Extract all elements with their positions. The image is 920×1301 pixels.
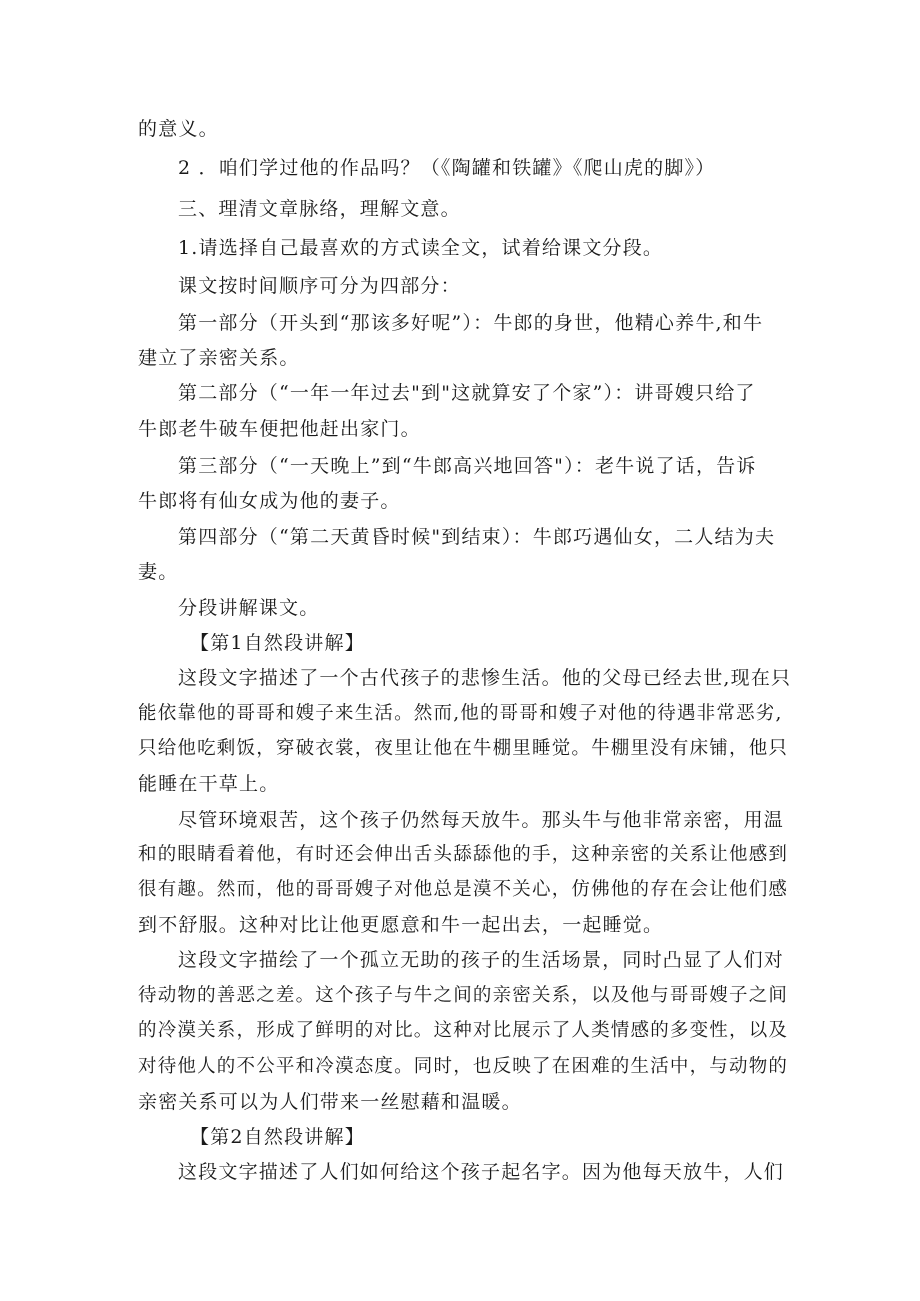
paragraph-heading: 【第1自然段讲解】 [190, 632, 365, 654]
text-line: 2 ．咱们学过他的作品吗？（《陶罐和铁罐》《爬山虎的脚》） [178, 157, 716, 179]
text-line: 1.请选择自己最喜欢的方式读全文，试着给课文分段。 [178, 237, 664, 259]
text-line: 第二部分（“一年一年过去"到"这就算安了个家”）：讲哥嫂只给了 [178, 382, 756, 404]
text-line: 对待他人的不公平和冷漠态度。同时，也反映了在困难的生活中，与动物的 [138, 1056, 789, 1077]
paragraph-heading: 【第2自然段讲解】 [190, 1126, 365, 1148]
text-line: 的意义。 [138, 118, 219, 140]
text-line: 能睡在干草上。 [138, 773, 280, 795]
text-line: 这段文字描述了人们如何给这个孩子起名字。因为他每天放牛，人们 [178, 1161, 785, 1183]
text-line: 这段文字描述了一个古代孩子的悲惨生活。他的父母已经去世,现在只 [178, 667, 792, 689]
text-line: 分段讲解课文。 [178, 597, 320, 619]
text-line: 建立了亲密关系。 [138, 347, 300, 369]
text-line: 牛郎老牛破车便把他赶出家门。 [138, 418, 421, 440]
text-line: 能依靠他的哥哥和嫂子来生活。然而,他的哥哥和嫂子对他的待遇非常恶劣, [138, 703, 783, 724]
text-line: 只给他吃剩饭，穿破衣裳，夜里让他在牛棚里睡觉。牛棚里没有床铺，他只 [138, 738, 789, 759]
text-line: 第一部分（开头到“那该多好呢”）：牛郎的身世，他精心养牛,和牛 [178, 312, 764, 334]
text-line: 第四部分（“第二天黄昏时候"到结束）：牛郎巧遇仙女，二人结为夫 [178, 526, 776, 548]
text-line: 很有趣。然而，他的哥哥嫂子对他总是漠不关心，仿佛他的存在会让他们感 [138, 879, 789, 900]
text-line: 的冷漠关系，形成了鲜明的对比。这种对比展示了人类情感的多变性，以及 [138, 1020, 789, 1041]
text-line: 这段文字描绘了一个孤立无助的孩子的生活场景，同时凸显了人们对 [178, 949, 785, 971]
text-line: 第三部分（“一天晚上”到“牛郎高兴地回答"）：老牛说了话，告诉 [178, 455, 757, 477]
text-line: 亲密关系可以为人们带来一丝慰藉和温暖。 [138, 1091, 522, 1113]
text-line: 到不舒服。这种对比让他更愿意和牛一起出去，一起睡觉。 [138, 914, 664, 936]
text-line: 待动物的善恶之差。这个孩子与牛之间的亲密关系，以及他与哥哥嫂子之间 [138, 985, 789, 1006]
section-heading: 三、理清文章脉络，理解文意。 [178, 198, 461, 220]
text-line: 牛郎将有仙女成为他的妻子。 [138, 490, 401, 512]
text-line: 尽管环境艰苦，这个孩子仍然每天放牛。那头牛与他非常亲密，用温 [178, 809, 785, 831]
text-line: 和的眼睛看着他，有时还会伸出舌头舔舔他的手，这种亲密的关系让他感到 [138, 844, 789, 865]
text-line: 课文按时间顺序可分为四部分： [178, 275, 461, 297]
text-line: 妻。 [138, 561, 179, 583]
